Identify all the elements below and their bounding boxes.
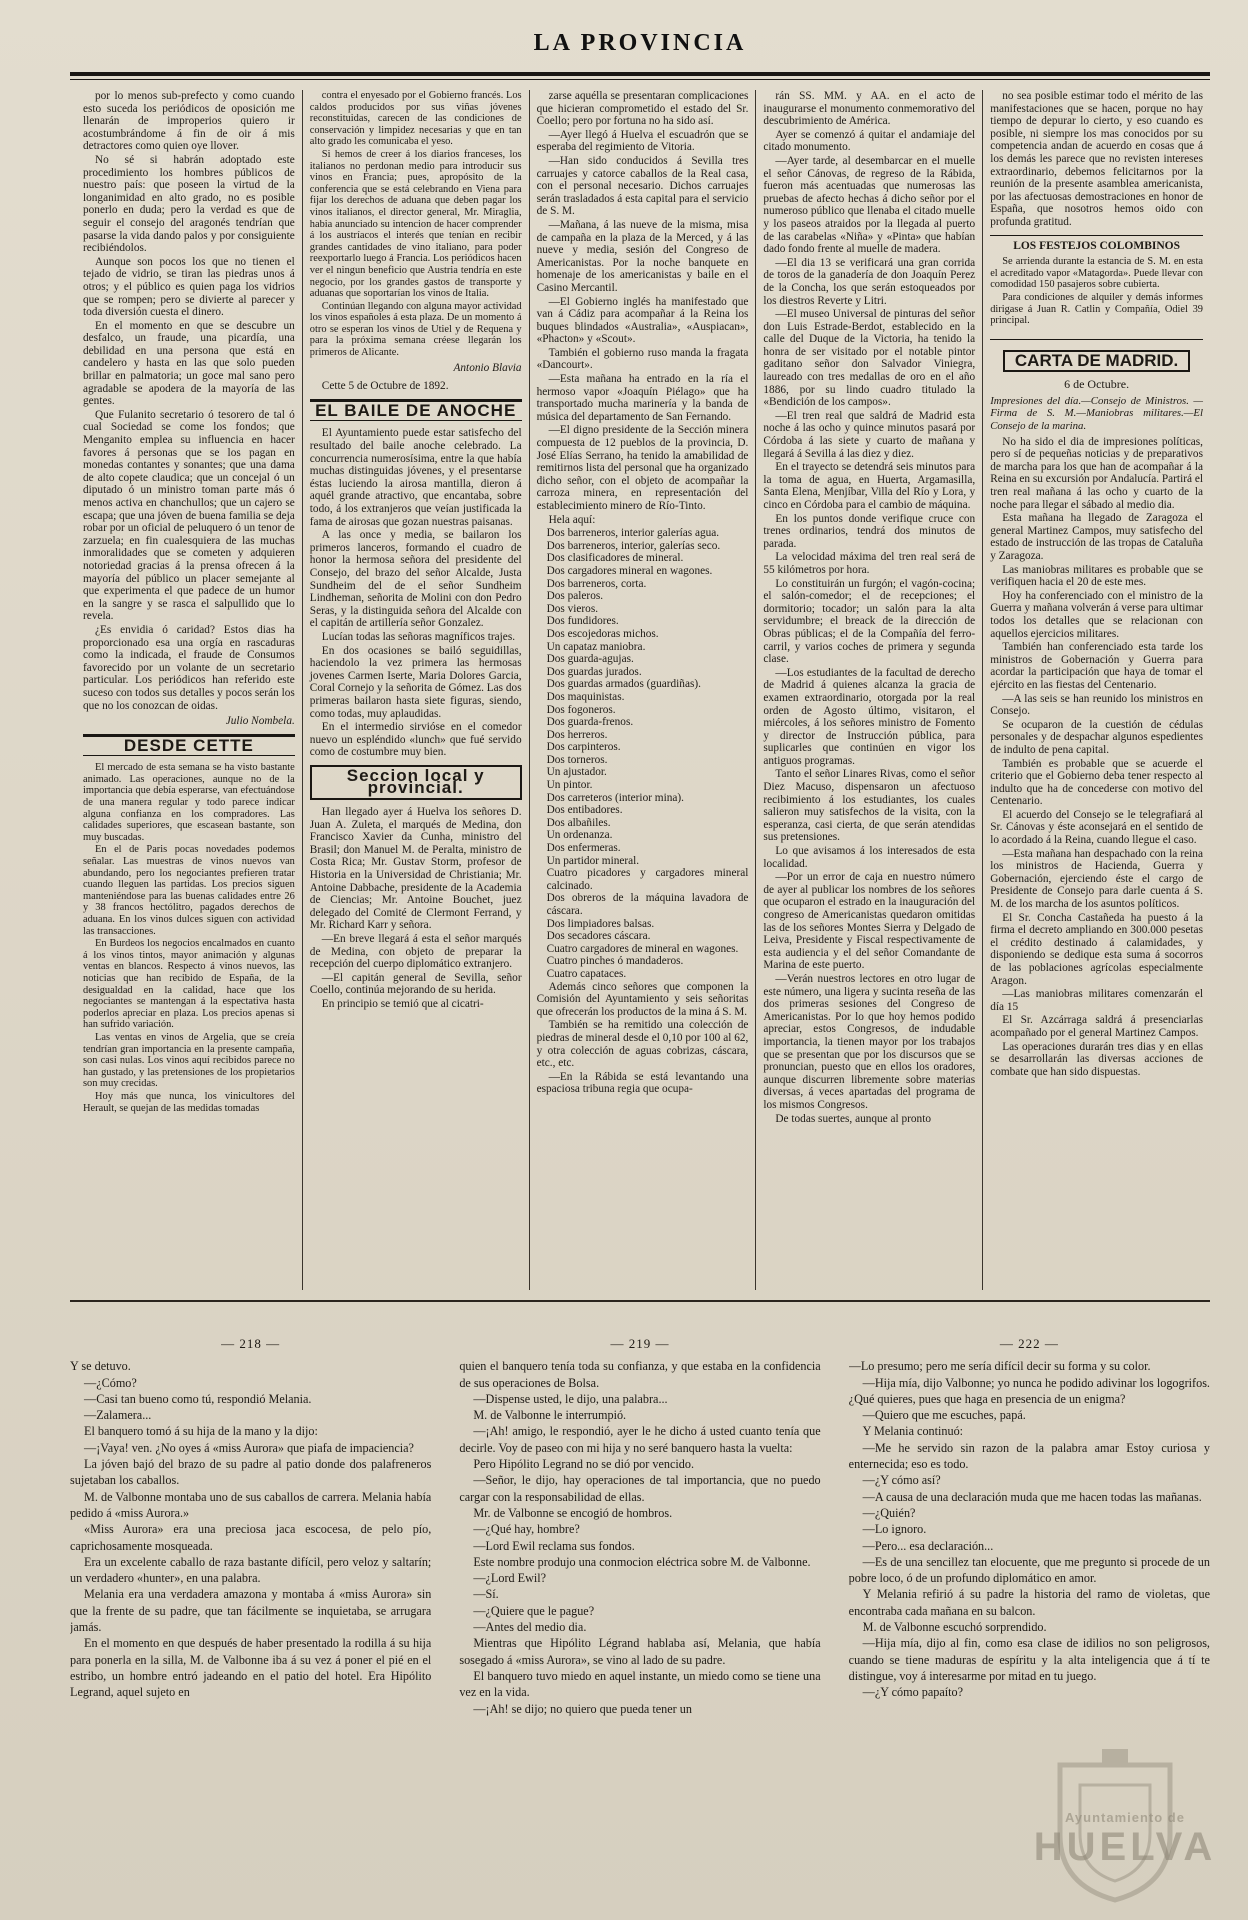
serial-line: —Lord Ewil reclama sus fondos.	[473, 1538, 635, 1553]
paragraph: —Verán nuestros lectores en otro lugar de este número, una ligera y sucinta reseña de las dos primeras sesiones del Congreso de Americanistas. Por lo que hoy hemos podido apreciar, estos Congresos, de indudable importancia, la tienen mayor por los trabajos que se presentan que por los discursos que se pronuncian, puesto que en ellos los oradores, aunque discurren libremente sobre materias diversas, á veces apartadas del programa de los mismos Congresos.	[763, 972, 976, 1111]
section-title-local: Seccion local y provincial.	[310, 765, 522, 800]
paragraph: por lo menos sub-prefecto y como cuando esto suceda los periódicos de oposición me llenarán de improperios quiero ir acostumbrándome á fin de oir á mis detractores como quien oye llover.	[83, 90, 295, 153]
list-item: Un ordenanza.	[546, 829, 613, 842]
list-item: Dos obreros de la máquina lavadora de cáscara.	[546, 892, 749, 917]
section-title-baile: EL BAILE DE ANOCHE	[310, 399, 522, 422]
article-columns	[76, 90, 1210, 1290]
list-item: Dos torneros.	[546, 753, 608, 766]
serial-line: «Miss Aurora» era una preciosa jaca escocesa, de pelo pío, caprichosamente mosqueada.	[70, 1522, 432, 1553]
paragraph: —El digno presidente de la Sección minera compuesta de 12 pueblos de la provincia, D. José Elías Serrano, ha tenido la amabilidad de remitirnos lista del personal que ha organizado dicho señor, con el objeto de acompañar la carroza minera, en representación del establecimiento minero de Río-Tinto.	[536, 424, 749, 512]
column-1	[76, 90, 303, 1290]
serial-line: —¿Qué hay, hombre?	[473, 1522, 580, 1537]
serial-line: —Lo presumo; pero me sería difícil decir su forma y su color.	[848, 1359, 1151, 1374]
list-item: Dos guardas jurados.	[546, 665, 642, 678]
serial-line: —¡Vaya! ven. ¿No oyes á «miss Aurora» que piafa de impaciencia?	[84, 1440, 414, 1455]
section-title-festejos: LOS FESTEJOS COLOMBINOS	[990, 235, 1203, 253]
paragraph: Hoy más que nunca, los vinicultores del Herault, se quejan de las medidas tomadas	[83, 1090, 295, 1114]
list-item: Dos fundidores.	[546, 615, 619, 628]
serial-line: —Sí.	[473, 1587, 499, 1602]
paragraph: El Sr. Azcárraga saldrá á presenciarlas acompañado por el general Martinez Campos.	[990, 1014, 1203, 1039]
paragraph: zarse aquélla se presentaran complicaciones que hicieran comprometido el estado del Sr. Coello; pero por fortuna no ha sido así.	[536, 90, 749, 128]
serial-line: Melania era una verdadera amazona y montaba á «miss Aurora» sin que la frente de su padre, que tan fácilmente se inquietaba, se arrugara jamás.	[70, 1587, 432, 1635]
list-item: Dos clasificadores de mineral.	[546, 552, 684, 565]
column-4	[756, 90, 983, 1290]
serial-line: Era un excelente caballo de raza bastante difícil, pero veloz y saltarín; un verdadero «hunter», en una palabra.	[70, 1554, 432, 1586]
paragraph: contra el enyesado por el Gobierno francés. Los caldos producidos por sus viñas jóvenes reconstituidas, carecen de las condiciones de conservación y limpidez necesarias y que en tan alto grado les comunicaba el yeso.	[309, 90, 522, 148]
paragraph: ¿Es envidia ó caridad? Estos dias ha proporcionado esa una orgía en rascaduras como la indicada, el fraude de Consumos favorecido por un volante de un secretario particular. Los periódicos han referido este suceso con todos sus detalles y pocos serán los que no los conozcan de oidas.	[83, 623, 295, 712]
list-item: Dos maquinistas.	[546, 690, 625, 703]
paragraph: También han conferenciado esta tarde los ministros de Gobernación y Guerra para acordar la participación que haya de tomar el ejército en las fiestas del Centenario.	[990, 641, 1203, 691]
serial-line: Pero Hipólito Legrand no se dió por vencido.	[473, 1457, 695, 1472]
paragraph: Hoy ha conferenciado con el ministro de la Guerra y mañana volverán á verse para ultimar todos los detalles que se relacionan con aquellos ejercicios militares.	[990, 589, 1203, 640]
list-item: Un ajustador.	[546, 766, 607, 779]
paragraph: El Ayuntamiento puede estar satisfecho del resultado del baile anoche celebrado. La concurrencia numerosísima, entre la que había muchas distinguidas jóvenes, y el presentarse éstas luciendo la airosa mantilla, dieron á aquél grande atractivo, que encantaba, sobre todo, á los extranjeros que veían justificada la fama de airosas que gozan nuestras paisanas.	[309, 427, 522, 528]
list-item: Dos guardas armados (guardiñas).	[546, 678, 701, 691]
author-signature: Julio Nombela.	[225, 715, 295, 728]
list-item: Cuatro picadores y cargadores mineral calcinado.	[546, 867, 749, 892]
list-item: Un partidor mineral.	[546, 854, 640, 867]
paragraph: Las operaciones durarán tres dias y en ellas se desarrollarán las diversas acciones de combate que han sido dispuestas.	[990, 1040, 1203, 1078]
serial-line: —Me he servido sin razon de la palabra amar Estoy curiosa y enternecida; eso es todo.	[848, 1440, 1210, 1472]
serial-line: Y se detuvo.	[70, 1359, 131, 1374]
serial-line: —¿Lord Ewil?	[473, 1571, 547, 1586]
list-item: Dos vieros.	[546, 602, 599, 615]
list-item: Dos escojedoras michos.	[546, 627, 659, 640]
list-item: Dos albañiles.	[546, 816, 611, 829]
column-3	[530, 90, 757, 1290]
paragraph: rán SS. MM. y AA. en el acto de inaugurarse el monumento conmemorativo del descubrimiento de América.	[763, 90, 976, 128]
paragraph: Tanto el señor Linares Rivas, como el señor Diez Macuso, dispensaron un afectuoso recibimiento á los estudiantes, los cuales salieron muy satisfechos de la visita, con la esperanza, casi cierta, de que serán atendidas sus pretensiones.	[763, 768, 976, 844]
paragraph: En dos ocasiones se bailó seguidillas, haciendolo la vez primera las hermosas jovenes Carmen Iserte, Maria Dolores Garcia, Coral Cornejo y la señorita de Gómez. Las dos primeras bailaron hasta siete figuras, siendo, como todas, muy aplaudidas.	[309, 644, 522, 720]
list-item: Dos barreneros, interior galerías agua.	[546, 527, 720, 540]
serial-line: Mientras que Hipólito Légrand hablaba así, Melania, que había sosegado á «miss Aurora», se vino al lado de su padre.	[459, 1636, 821, 1667]
folletin-divider	[70, 1300, 1210, 1302]
carta-title-wrap	[990, 339, 1203, 373]
paragraph: El Sr. Concha Castañeda ha puesto á la firma el decreto ampliando en 300.000 pesetas el crédito destinado á calamidades, y disponiendo se dedique esta suma á socorros de las poblaciones agrícolas especialmente Aragon.	[990, 911, 1203, 987]
paragraph: —A las seis se han reunido los ministros en Consejo.	[990, 692, 1203, 718]
column-2	[303, 90, 530, 1290]
serial-line: En el momento en que después de haber presentado la rodilla á su hija para ponerla en la silla, M. de Valbonne iba á su vez á poner el pié en el estribo, un hombre entró jadeando en el patio del hotel. Era Hipólito Legrand, aquel sujeto en	[70, 1636, 432, 1700]
paragraph: También se ha remitido una colección de piedras de mineral desde el 0,10 por 100 al 62, y otra colección de aguas cobrizas, cáscara, etc., etc.	[536, 1019, 749, 1070]
serial-line: Este nombre produjo una conmocion eléctrica sobre M. de Valbonne.	[473, 1554, 811, 1569]
paragraph: Lucían todas las señoras magníficos trajes.	[321, 630, 516, 643]
dateline: Cette 5 de Octubre de 1892.	[321, 380, 449, 393]
paragraph: En el intermedio sirvióse en el comedor nuevo un espléndido «lunch» que fué servido como de costumbre muy bien.	[309, 721, 522, 759]
serial-line: —Pero... esa declaración...	[862, 1538, 994, 1553]
paragraph: El mercado de esta semana se ha visto bastante animado. Las operaciones, aunque no de la importancia que debía esperarse, van efectuándose de una manera regular y todo parece indicar alguna confianza en los compradores. Las calidades superiores, que escasean bastante, son muy buscadas.	[83, 762, 295, 843]
paragraph: —Han sido conducidos á Sevilla tres carruajes y catorce caballos de la Real casa, con el personal necesario. Dichos carruajes serán trasladados á esta capital para el servicio de S. M.	[536, 154, 749, 218]
summary-headline: Impresiones del día.—Consejo de Ministros. —Firma de S. M.—Maniobras militares.—El Consejo de la marina.	[990, 394, 1203, 433]
serial-line: M. de Valbonne le interrumpió.	[473, 1408, 627, 1423]
serial-line: —¡Ah! amigo, le respondió, ayer le he dicho á usted cuanto tenía que decirle. Voy de paseo con mi hija y no seré banquero hasta la vuelta:	[459, 1424, 821, 1455]
list-item: Cuatro pinches ó mandaderos.	[546, 955, 684, 968]
paragraph: La velocidad máxima del tren real será de 55 kilómetros por hora.	[763, 551, 976, 576]
list-item: Dos carreteros (interior mina).	[546, 791, 684, 804]
paragraph: —Los estudiantes de la facultad de derecho de Madrid á quienes alcanza la gracia de examen extraordinario, otorgada por la real orden de Agosto último, visitaron, el miércoles, á los señores ministro de Fomento y director de Instrucción pública, para suplicarles que continúen en vigor los antiguos programas.	[763, 666, 976, 767]
paragraph: Para condiciones de alquiler y demás informes dirigase á Juan R. Catlin y Compañía, Odiel 39 principal.	[990, 291, 1203, 327]
paragraph: No sé si habrán adoptado este procedimiento los hombres públicos de nuestro país: que poseen la virtud de la longanimidad en alto grado, no es posible ponerlo en duda; pero la verdad es que de seguir el consejo del aragonés tendrían que pasarse la vida dando palos y por consiguiente recibiéndolos.	[83, 153, 295, 255]
paragraph: En el momento en que se descubre un desfalco, un fraude, una picardía, una debilidad en una persona que está en candelero y hasta en las que solo pueden brillar en palmatoria; un goce mal sano pero agradable se apodera de la mayoría de las gentes.	[83, 319, 295, 408]
paragraph: El acuerdo del Consejo se le telegrafiará al Sr. Cánovas y éste aconsejará en el sentido de lo acordado á la Reina, cuando llegue el caso.	[990, 808, 1203, 847]
serial-line: —¿Y cómo papaíto?	[862, 1685, 964, 1700]
section-title-desde-cette: DESDE CETTE	[83, 734, 295, 757]
serial-line: M. de Valbonne escuchó sorprendido.	[862, 1620, 1047, 1635]
serial-line: —Zalamera...	[84, 1408, 152, 1423]
list-item: Dos barreneros, interior, galerías seco.	[546, 539, 721, 552]
paragraph: Se arrienda durante la estancia de S. M. en esta el acreditado vapor «Matagorda». Puede llevar con comodidad 150 pasajeros sobre cubierta.	[990, 256, 1203, 291]
author-signature: Antonio Blavia	[453, 361, 522, 374]
serial-line: Y Melania continuó:	[862, 1424, 964, 1439]
serial-line: —Lo ignoro.	[862, 1522, 927, 1537]
paragraph: En el de Paris pocas novedades podemos señalar. Las muestras de vinos nuevos van abundando, pero los negociantes prefieren tratar cuando lleguen las partidas. Los precios siguen manteniéndose para las buenas calidades entre 26 y 38 francos hectólitro, pagados derechos de aduana. En los vinos dulces siguen con actividad las transacciones.	[83, 844, 295, 937]
paragraph: Las maniobras militares es probable que se verifiquen hacia el 20 de este mes.	[990, 563, 1203, 589]
serial-line: —Es de una sencillez tan elocuente, que me pregunto si procede de un pobre loco, ó de un profundo diplomático en amor.	[848, 1554, 1210, 1586]
serial-line: M. de Valbonne montaba uno de sus caballos de carrera. Melania había pedido á «miss Aurora.»	[70, 1489, 432, 1520]
serial-line: —Dispense usted, le dijo, una palabra...	[473, 1391, 668, 1406]
serial-line: La jóven bajó del brazo de su padre al patio donde dos palafreneros sujetaban los caballos.	[70, 1457, 432, 1488]
paragraph: Si hemos de creer á los diarios franceses, los italianos no perdonan medio para introducir sus vinos en Francia; pues, apropósito de la conferencia que se está celebrando en Viena para fijar los derechos de aduana que deben pagar los vinos italianos, el director general, Mr. Miraglia, habia anunciado su intencion de hacer comprender á los austríacos el interés que tenían en recibir grandes cantidades de vino italiano, para poder reexportarlo luego á Francia. Los periódicos hacen ver el ningun beneficio que Austria tendría en este negocio, por los grandes gastos de transporte y aduanas que soportarían los vinos de Italia.	[309, 148, 522, 300]
paragraph: —El tren real que saldrá de Madrid esta noche á las ocho y quince minutos pasará por Córdoba á las siete y cuarto de mañana y llegará á Sevilla á las diez y diez.	[763, 409, 976, 460]
list-intro: Hela aquí:	[548, 513, 596, 526]
serial-line: —A causa de una declaración muda que me hacen todas las mañanas.	[862, 1489, 1202, 1504]
list-item: Cuatro capataces.	[546, 967, 627, 980]
paragraph: No ha sido el dia de impresiones políticas, pero sí de pequeñas noticias y de preparativos de marcha para los que han de acompañar á la Reina en su excursión por Andalucía. Partirá el tren real mañana á las ocho y cuarto de la noche para llegar el sábado al medio dia.	[990, 435, 1203, 511]
page-number: — 218 —	[221, 1336, 281, 1351]
archive-watermark	[1020, 1810, 1230, 1869]
paragraph: no sea posible estimar todo el mérito de las manifestaciones que se hacen, porque no hay tiempo de depurar lo cierto, y eso cuando es posible, ni siempre los mas conocidos por su competencia andan de acuerdo en cosas que á los demás les parece que no revisten intereses extraordinario, debemos felicitarnos por la reunión de la presente asamblea americanista, por las afectuosas demostraciones en honor de España, que nosotros hemos oido con profunda gratitud.	[990, 90, 1203, 228]
paragraph: En los puntos donde verifique cruce con trenes ordinarios, tendrá dos minutos de parada.	[763, 512, 976, 550]
personnel-list	[537, 527, 749, 980]
serial-line: —¿Quiere que le pague?	[473, 1603, 595, 1618]
masthead-rule	[70, 72, 1210, 76]
watermark-line: Ayuntamiento de	[1065, 1810, 1185, 1825]
serial-line: El banquero tuvo miedo en aquel instante, un miedo como se tiene una vez en la vida.	[459, 1668, 821, 1700]
list-item: Cuatro cargadores de mineral en wagones.	[546, 942, 739, 955]
serial-line: —Hija mía, dijo al fin, como esa clase de idilios no son peligrosos, cuando se tiene maduras de espíritu y la alta inteligencia que á tí te distingue, voy á interesarme por mitad en tu juego.	[848, 1636, 1210, 1683]
section-title-carta-madrid: CARTA DE MADRID.	[1003, 350, 1190, 373]
list-item: Dos guarda-agujas.	[546, 653, 634, 666]
paragraph: Lo que avisamos á los interesados de esta localidad.	[763, 845, 976, 870]
paragraph: Ayer se comenzó á quitar el andamiaje del citado monumento.	[763, 128, 976, 154]
paragraph: Además cinco señores que componen la Comisión del Ayuntamiento y seis señoritas que ofrecerán los productos de la mina á S. M.	[536, 980, 749, 1018]
paragraph: —Las maniobras militares comenzarán el día 15	[990, 988, 1203, 1013]
serial-line: —Hija mía, dijo Valbonne; yo nunca he podido adivinar los logogrifos. ¿Qué quieres, pues que haga en presencia de un enigma?	[848, 1375, 1210, 1406]
paragraph: Que Fulanito secretario ó tesorero de tal ó cual Sociedad se come los fondos; que Menganito emplea su influencia en hacer favores á personas que se los pagan en monedas contantes y sonantes; que una dama de alto copete claudica; que un concejal ó un diputado ó un ministro toman parte más ó menos activa en chanchullos; que un cajero se escapa; que una jóven de buena familia se deja robar por un oficial de peluquero ó un tenor de zarzuela; en fin cualesquiera de las muchas inmoralidades que se cometen y adquieren notoriedad gracias á la prensa ofrecen á la mayoría del público un placer semejante al que experimenta el que padece de un humor en la sangre y se rasca el salpullido que lo revela.	[83, 408, 295, 623]
serial-line: —¡Ah! se dijo; no quiero que pueda tener un	[473, 1701, 692, 1716]
paragraph: También es probable que se acuerde el criterio que el Gobierno deba tener respecto al indulto que ha de concederse con motivo del Centenario.	[990, 757, 1203, 808]
page-number: — 222 —	[999, 1336, 1059, 1351]
list-item: Dos barreneros, corta.	[546, 577, 647, 590]
masthead	[70, 30, 1210, 74]
paragraph: —El Gobierno inglés ha manifestado que van á Cádiz para acompañar á la Reina los buques blindados «Australia», «Auspiacan», «Phacton» y «Scout».	[536, 295, 749, 346]
paragraph: Han llegado ayer á Huelva los señores D. Juan A. Zuleta, el marqués de Medina, don Francisco Xavier da Cunha, ministro del Brasil; don Manuel M. de Peralta, ministro de Costa Rica; Mr. Gustav Storm, profesor de Historia en la Universidad de Christiania; Mr. Antoine Dabbache, presidente de la Academia de Ciencias; Mr. Antoine Bouchet, juez delegado del Comité de Clermont Ferrand, y Mr. Richard Karr y señora.	[309, 806, 522, 932]
list-item: Dos guarda-frenos.	[546, 716, 634, 729]
paragraph: —En la Rábida se está levantando una espaciosa tribuna regia que ocupa-	[536, 1070, 749, 1096]
list-item: Dos limpiadores balsas.	[546, 917, 655, 930]
paragraph: En Burdeos los negocios encalmados en cuanto á los vinos tintos, mayor animación y algunas ventas en blancos. Respecto á vinos nuevos, las noticias que han recibido de España, de la desigualdad en la calidad, hace que los negociantes se mantengan á la espectativa hasta poderlos apreciar en plaza. Los precios apenas si han sufrido variación.	[83, 938, 295, 1031]
serial-line: —Antes del medio dia.	[473, 1620, 587, 1635]
paragraph: —Ayer llegó á Huelva el escuadrón que se esperaba del regimiento de Vitoria.	[536, 128, 749, 154]
paragraph: En principio se temió que al cicatri-	[321, 997, 484, 1010]
serial-line: quien el banquero tenía toda su confianza, y que estaba en la confidencia de sus operaciones de Bolsa.	[459, 1359, 821, 1390]
serial-line: —Quiero que me escuches, papá.	[862, 1408, 1026, 1423]
serial-line: —Casi tan bueno como tú, respondió Melania.	[84, 1391, 312, 1406]
list-item: Dos enfermeras.	[546, 842, 621, 855]
serial-page-middle	[459, 1336, 820, 1826]
list-item: Dos paleros.	[546, 590, 604, 603]
list-item: Dos secadores cáscara.	[546, 930, 651, 943]
list-item: Dos carpinteros.	[546, 741, 621, 754]
list-item: Dos fogoneros.	[546, 703, 616, 716]
masthead-title: LA PROVINCIA	[533, 30, 747, 56]
paragraph: Se ocuparon de la cuestión de cédulas personales y de despachar algunos espedientes de indulto de pena capital.	[990, 718, 1203, 756]
serial-line: —¿Quién?	[862, 1505, 916, 1520]
paragraph: A las once y media, se bailaron los primeros lanceros, formando el cuadro de honor la hermosa señora del presidente del Consejo, del brazo del señor Alcalde, Justa Sundheim del de el señor Sundheim Lindheman, señorita de Molini con don Pedro Seras, y la distinguida señora del Alcalde con el capitán de artillería señor Gonzalez.	[309, 529, 522, 630]
dateline: 6 de Octubre.	[1064, 377, 1130, 392]
list-item: Un capataz maniobra.	[546, 640, 646, 653]
paragraph: —El museo Universal de pinturas del señor don Luis Estrade-Berdot, establecido en la calle del Duque de la Victoria, ha tenido la honra de ser visitado por el notable pintor gaditano señor don Salvador Viniegra, laureado con tres medallas de oro en el año 1886, por su lindo cuadro titulado la «Bendición de los campos».	[763, 308, 976, 409]
page-number: — 219 —	[610, 1336, 670, 1351]
watermark-city: HUELVA	[1033, 1825, 1217, 1869]
paragraph: En el trayecto se detendrá seis minutos para la toma de agua, en Huerta, Argamasilla, Santa Elena, Menjíbar, Villa del Río y Lora, y cinco en Córdoba para el cambio de máquina.	[763, 461, 976, 511]
paragraph: Lo constituirán un furgón; el vagón-cocina; el salón-comedor; el de recepciones; el dormitorio; tocador; un salón para la alta servidumbre; el breack de la dirección de Obras públicas; el de la Compañía del ferro-carril, y varios coches de primera y segunda clase.	[763, 577, 976, 666]
serial-line: El banquero tomó á su hija de la mano y la dijo:	[84, 1424, 318, 1439]
serial-line: —¿Y cómo así?	[862, 1473, 941, 1488]
paragraph: —El capitán general de Sevilla, señor Coello, continúa mejorando de su herida.	[309, 971, 522, 997]
column-5	[983, 90, 1210, 1290]
masthead-rule-thin	[70, 79, 1210, 80]
paragraph: —Por un error de caja en nuestro número de ayer al publicar los nombres de los señores que ocuparon el estrado en la inauguración del congreso de Americanistas quedaron omitidas las de los señores Montes Sierra y Delgado de Leiva, Presidente y Fiscal respectivamente de esta audiencia y el del señor Comandante de Marina de este puerto.	[763, 871, 976, 972]
list-item: Dos cargadores mineral en wagones.	[546, 564, 713, 577]
paragraph: De todas suertes, aunque al pronto	[775, 1112, 931, 1125]
paragraph: —En breve llegará á esta el señor marqués de Medina, con objeto de preparar la recepción del cuerpo diplomático extranjero.	[309, 933, 522, 971]
serial-line: —Señor, le dijo, hay operaciones de tal importancia, que no puedo cargar con la responsabilidad de ellas.	[459, 1473, 821, 1504]
paragraph: —El dia 13 se verificará una gran corrida de toros de la ganadería de don Joaquín Perez de la Concha, los que serán estoqueados por los diestros Reverte y Litri.	[763, 256, 976, 307]
paragraph: —Esta mañana ha entrado en la ría el hermoso vapor «Joaquín Piélago» que ha transportado mucha marinería y la banda de música del departamento de San Fernando.	[536, 373, 749, 423]
paragraph: —Mañana, á las nueve de la misma, misa de campaña en la plaza de la Merced, y á las nueve y media, sesión del Congreso de Americanistas. Por la noche banquete en homenaje de los americanistas y baile en el Casino Mercantil.	[536, 218, 749, 294]
list-item: Dos entibadores.	[546, 804, 623, 817]
serial-line: —¿Cómo?	[84, 1375, 137, 1390]
serial-page-left	[70, 1336, 431, 1826]
serial-line: Mr. de Valbonne se encogió de hombros.	[473, 1505, 673, 1520]
paragraph: Las ventas en vinos de Argelia, que se creía tendrían gran importancia en la presente campaña, son casi nulas. Los vinos aquí recibidos parece no han gustado, y las pretensiones de los propietarios son muy crecidas.	[83, 1031, 295, 1090]
folletin-serial	[70, 1336, 1210, 1826]
paragraph: Esta mañana ha llegado de Zaragoza el general Martinez Campos, muy satisfecho del estado de instrucción de las tropas de Cataluña y Zaragoza.	[990, 512, 1203, 562]
serial-line: Y Melania refirió á su padre la historia del ramo de violetas, que encontraba cada mañana en su balcon.	[848, 1587, 1210, 1618]
list-item: Dos herreros.	[546, 728, 608, 741]
list-item: Un pintor.	[546, 779, 593, 792]
paragraph: —Esta mañana han despachado con la reina los ministros de Hacienda, Guerra y Gobernación, ejerciendo éste el cargo de Presidente de Consejo para darle cuenta á S. M. de los marcha de los asuntos políticos.	[990, 847, 1203, 911]
paragraph: Aunque son pocos los que no tienen el tejado de vidrio, se tiran las piedras unos á otros; y el público es quien paga los vidrios que se rompen; pero se divierte al parecer y toda diversión cuesta el dinero.	[83, 255, 295, 319]
paragraph: También el gobierno ruso manda la fragata «Dancourt».	[536, 346, 749, 372]
paragraph: —Ayer tarde, al desembarcar en el muelle el señor Cánovas, de regreso de la Rábida, fueron más acentuadas que numerosas las pruebas de afecto hechas á dicho señor por el numeroso público que llenaba el citado muelle y los paseos atraidos por la llegada al puerto de las carabelas «Niña» y «Pinta» que habían dado fondo frente al muelle de madera.	[763, 154, 976, 256]
paragraph: Continúan llegando con alguna mayor actividad los vinos españoles á esta plaza. De un momento á otro se esperan los vinos de Utiel y de Requena y para la próxima semana créese llegarán los primeros de Alicante.	[309, 300, 522, 359]
